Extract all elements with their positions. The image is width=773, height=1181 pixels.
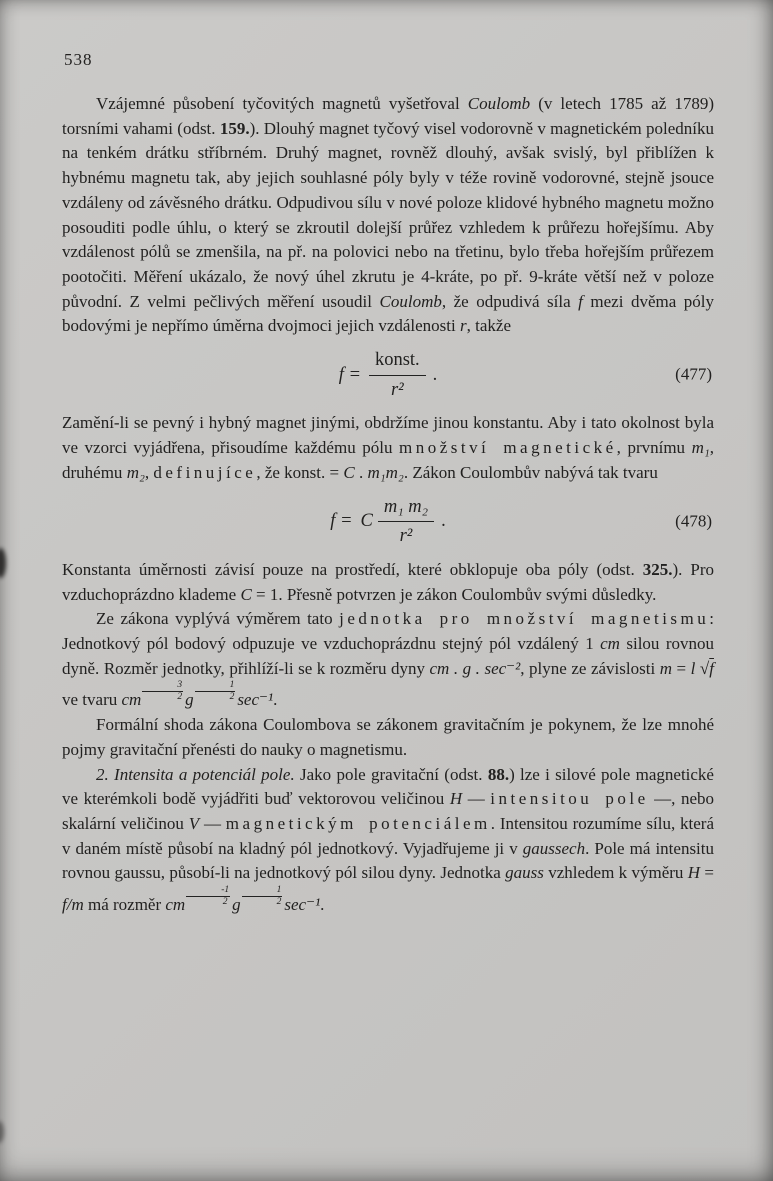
text-run: intensitou pole — [490, 789, 649, 809]
fraction-denominator: 2 — [229, 692, 235, 703]
text-run: Ze zákona vyplývá výměrem tato — [96, 609, 340, 629]
text-run: ). Pro vzduchoprázdno klademe — [62, 559, 714, 604]
text-run: , prvnímu — [616, 438, 692, 458]
text-run: g — [232, 895, 241, 915]
fraction-numerator: 1 — [242, 886, 283, 897]
exponent-fraction — [142, 681, 183, 703]
text-run: m₂ — [126, 462, 145, 482]
text-run: Coulomb — [467, 94, 531, 113]
formula-period: . — [441, 511, 446, 532]
text-run: magnetickým potenciálem — [225, 813, 491, 833]
text-run: , — [144, 462, 154, 482]
text-run: g — [185, 690, 194, 710]
text-run: , druhému — [62, 438, 714, 482]
text-run: ). Dlouhý magnet tyčový visel vodorovně v magnetickém poledníku na tenkém drátku stříbrném. Druhý magnet, rovněž dlouhý, avšak svislý, byl přiblížen k hybnému magnetu tak, aby jejich souhlasné póly byly v téže rovině vodorovné, stejně jsouce vzdáleny od závěsného drátku. Odpudivou sílu v nové poloze klidové hybného magnetu možno posouditi podle úhlu, o který se zkroutil dolejší průřez vzhledem k průřezu hořejšímu. Aby vzdálenost pólů se zmenšila, na př. na polovici nebo na třetinu, bylo třeba hořejším průřezem pootočiti. Měření ukázalo, že nový úhel zkrutu je 4-kráte, po př. 9-kráte větší než v poloze původní. Z velmi pečlivých měření usoudil — [62, 118, 714, 311]
paragraph — [62, 92, 714, 339]
scan-artifact-bottom-left — [0, 1121, 4, 1143]
text-run: Zamění-li se pevný i hybný magnet jinými, obdržíme jinou konstantu. Aby i tato okolnost byla ve vzorci vyjádřena, přisoudíme každému pólu — [62, 413, 714, 458]
text-column — [62, 92, 714, 918]
paragraph — [62, 713, 714, 762]
text-run: ) lze i silové pole magnetické ve kterémkoli bodě vyjádřiti buď vektorovou veličinou — [62, 764, 714, 809]
text-run: definujíce — [153, 462, 257, 482]
text-run: 325. — [642, 559, 673, 579]
text-run: f/m — [62, 895, 84, 915]
text-run: 88. — [487, 764, 510, 784]
text-run: vzhledem k výměru — [543, 863, 688, 883]
text-run: . — [354, 462, 368, 482]
formula-body — [330, 495, 445, 549]
exponent-fraction — [242, 886, 283, 908]
text-run: — — [462, 789, 491, 809]
equation-number: (478) — [675, 511, 712, 531]
text-run: gauss — [505, 863, 544, 883]
text-run: Jako pole gravitační (odst. — [294, 764, 488, 784]
text-run: H — [449, 789, 463, 809]
fraction-denominator: 2 — [177, 692, 183, 703]
fraction-numerator: konst. — [369, 348, 426, 376]
text-run: , takže — [466, 316, 511, 336]
text-run: jednotka pro množství magnetismu — [339, 609, 710, 629]
exponent-fraction — [186, 886, 230, 908]
text-run: m — [659, 658, 672, 678]
text-run: — — [199, 813, 226, 833]
equation-number: (477) — [675, 364, 712, 384]
text-run: silou rovnou dyně. Rozměr jednotky, přihlíží-li se k rozměru dyny — [62, 634, 714, 678]
text-run: Coulomb — [379, 291, 442, 311]
formula-body — [339, 348, 438, 402]
sqrt-expression: √f — [699, 658, 714, 678]
display-formula — [62, 348, 714, 402]
text-run: sec⁻¹ — [284, 895, 321, 915]
text-run: cm — [165, 895, 186, 915]
paragraph — [62, 607, 714, 713]
text-run: (v letech 1785 až 1789) torsními vahami (odst. — [62, 94, 714, 138]
text-run: sec⁻¹ — [237, 690, 274, 710]
text-run: , že odpudivá síla — [441, 291, 579, 311]
text-run: C — [240, 584, 252, 604]
paragraph — [62, 411, 714, 485]
text-run: . — [320, 895, 325, 915]
text-run: r — [460, 316, 467, 336]
text-run: : Jednotkový pól bodový odpuzuje ve vzduchoprázdnu stejný pól vzdálený 1 — [62, 609, 714, 654]
text-run: Vzájemné působení tyčovitých magnetů vyšetřoval — [96, 94, 468, 113]
formula-fraction — [369, 348, 426, 402]
text-run: Formální shoda zákona Coulombova se zákonem gravitačním je pokynem, že lze mnohé pojmy gravitační přenésti do nauky o magnetismu. — [62, 715, 714, 759]
text-run: cm — [121, 690, 142, 710]
page-number: 538 — [64, 50, 93, 69]
text-run: množství magnetické — [398, 438, 617, 458]
fraction-numerator: 3 — [142, 681, 183, 692]
fraction-numerator: m₁ m₂ — [378, 495, 434, 523]
paragraph — [62, 763, 714, 918]
text-run: , že konst. = — [256, 462, 344, 482]
text-run: . — [273, 690, 278, 710]
text-run: —, nebo skalární veličinou — [62, 789, 715, 833]
text-run: = 1. Přesně potvrzen je zákon Coulombův svými důsledky. — [251, 584, 657, 604]
formula-lhs: f = — [338, 364, 361, 385]
text-run: cm . g . sec⁻² — [429, 658, 521, 678]
paragraph — [62, 558, 714, 607]
sqrt-radicand: f — [709, 658, 714, 678]
formula-fraction — [378, 495, 434, 549]
text-run: 159. — [219, 118, 250, 138]
text-run: m₁m₂ — [367, 462, 404, 482]
text-run: l — [690, 658, 700, 678]
fraction-denominator: r² — [399, 526, 413, 547]
formula-coefficient: C — [360, 511, 373, 532]
fraction-denominator: r² — [390, 379, 404, 400]
text-run: ve tvaru — [62, 690, 122, 710]
text-run: mezi dvěma póly bodovými je nepřímo úměrna dvojmoci jejich vzdálenosti — [62, 291, 714, 336]
text-run: m₁ — [691, 438, 710, 458]
text-run: , plyne ze závislosti — [520, 658, 660, 678]
text-run: . Intensitou rozumíme sílu, která v daném místě působí na kladný pól jednotkový. Vyjadřujeme ji v — [62, 813, 715, 858]
text-run: C — [343, 462, 355, 482]
text-run: = — [700, 863, 714, 883]
fraction-denominator: 2 — [222, 897, 228, 908]
fraction-numerator: -1 — [186, 886, 230, 897]
text-run: gaussech — [522, 838, 586, 858]
text-run: . Pole má intensitu rovnou gaussu, působí-li na jednotkový pól silou dyny. Jednotka — [62, 838, 715, 883]
fraction-denominator: 2 — [276, 897, 282, 908]
formula-period: . — [432, 364, 438, 385]
text-run: = — [671, 658, 691, 678]
text-run: H — [687, 863, 701, 883]
formula-lhs: f = — [330, 511, 353, 532]
text-run: . Zákon Coulombův nabývá tak tvaru — [403, 462, 658, 482]
text-run: má rozměr — [83, 895, 166, 915]
text-run: f — [578, 291, 583, 311]
text-run: cm — [600, 634, 620, 654]
fraction-numerator: 1 — [195, 681, 236, 692]
text-run: Konstanta úměrnosti závisí pouze na prostředí, které obklopuje oba póly (odst. — [62, 559, 643, 579]
text-run: V — [188, 813, 200, 833]
text-run: 2. Intensita a potenciál pole. — [96, 764, 295, 784]
exponent-fraction — [195, 681, 236, 703]
scan-artifact-left-edge — [0, 548, 6, 578]
display-formula — [62, 495, 714, 549]
